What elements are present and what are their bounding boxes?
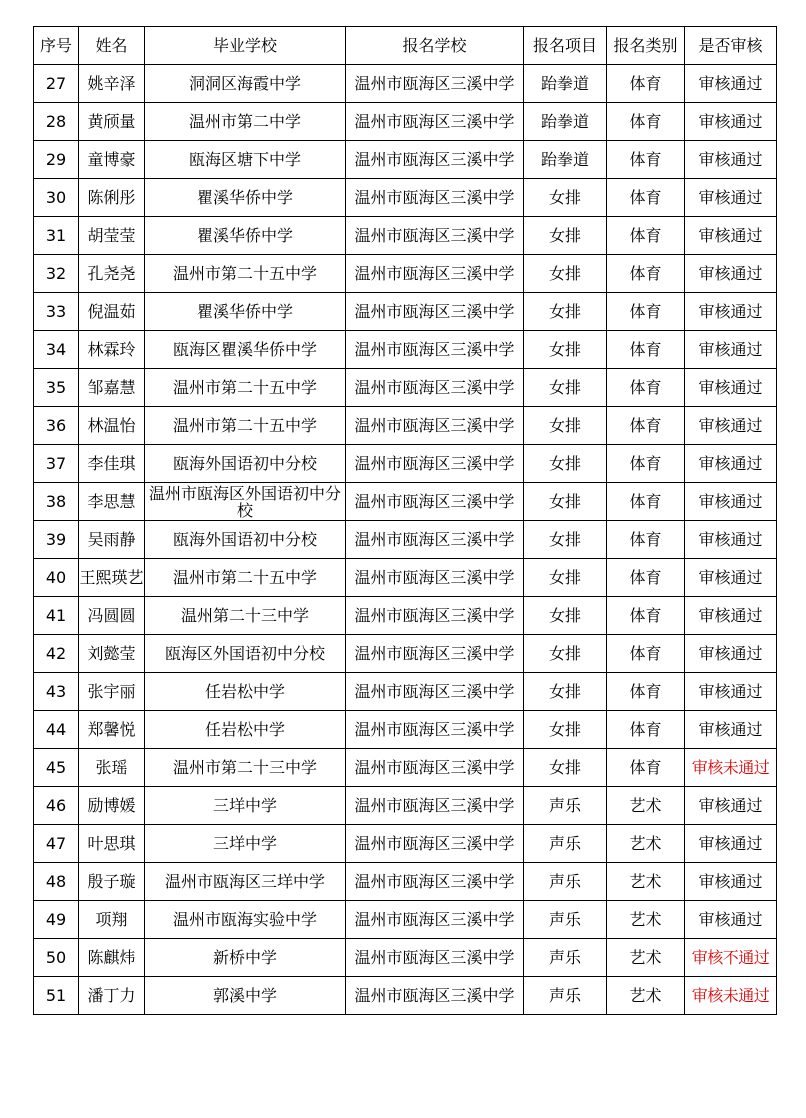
category-cell: 艺术 (607, 825, 685, 863)
serial-number-cell: 40 (34, 559, 79, 597)
table-row (34, 749, 777, 787)
graduated-school-cell: 瓯海外国语初中分校 (145, 521, 346, 559)
table-row (34, 635, 777, 673)
graduated-school-cell: 温州市第二十三中学 (145, 749, 346, 787)
applied-school-cell: 温州市瓯海区三溪中学 (346, 635, 524, 673)
serial-number-cell: 47 (34, 825, 79, 863)
project-cell: 女排 (524, 445, 607, 483)
review-status-cell: 审核通过 (685, 825, 777, 863)
applied-school-cell: 温州市瓯海区三溪中学 (346, 673, 524, 711)
category-cell: 艺术 (607, 863, 685, 901)
review-status-cell: 审核不通过 (685, 939, 777, 977)
project-cell: 女排 (524, 179, 607, 217)
graduated-school-cell: 温州市第二十五中学 (145, 559, 346, 597)
project-cell: 女排 (524, 673, 607, 711)
project-cell: 跆拳道 (524, 65, 607, 103)
project-cell: 女排 (524, 483, 607, 521)
graduated-school-cell: 瞿溪华侨中学 (145, 179, 346, 217)
name-cell: 李佳琪 (79, 445, 145, 483)
applied-school-cell: 温州市瓯海区三溪中学 (346, 977, 524, 1015)
serial-number-cell: 27 (34, 65, 79, 103)
serial-number-cell: 31 (34, 217, 79, 255)
table-row (34, 825, 777, 863)
graduated-school-cell: 温州市第二十五中学 (145, 407, 346, 445)
category-cell: 艺术 (607, 939, 685, 977)
header-review-status: 是否审核 (685, 27, 777, 65)
applied-school-cell: 温州市瓯海区三溪中学 (346, 863, 524, 901)
graduated-school-cell: 温州市第二十五中学 (145, 369, 346, 407)
category-cell: 体育 (607, 521, 685, 559)
table-row (34, 445, 777, 483)
applied-school-cell: 温州市瓯海区三溪中学 (346, 825, 524, 863)
category-cell: 体育 (607, 635, 685, 673)
graduated-school-cell: 温州市瓯海实验中学 (145, 901, 346, 939)
table-row (34, 103, 777, 141)
project-cell: 女排 (524, 521, 607, 559)
table-row (34, 597, 777, 635)
category-cell: 体育 (607, 103, 685, 141)
review-status-cell: 审核通过 (685, 65, 777, 103)
table-row (34, 483, 777, 521)
table-row (34, 977, 777, 1015)
category-cell: 体育 (607, 255, 685, 293)
applied-school-cell: 温州市瓯海区三溪中学 (346, 559, 524, 597)
graduated-school-cell: 瞿溪华侨中学 (145, 293, 346, 331)
header-serial-number: 序号 (34, 27, 79, 65)
category-cell: 体育 (607, 559, 685, 597)
graduated-school-cell: 任岩松中学 (145, 711, 346, 749)
applied-school-cell: 温州市瓯海区三溪中学 (346, 483, 524, 521)
header-applied-school: 报名学校 (346, 27, 524, 65)
name-cell: 刘懿莹 (79, 635, 145, 673)
table-row (34, 65, 777, 103)
review-status-cell: 审核未通过 (685, 749, 777, 787)
table-row (34, 863, 777, 901)
name-cell: 陈俐彤 (79, 179, 145, 217)
project-cell: 女排 (524, 711, 607, 749)
applied-school-cell: 温州市瓯海区三溪中学 (346, 939, 524, 977)
table-row (34, 559, 777, 597)
name-cell: 张瑶 (79, 749, 145, 787)
review-status-cell: 审核通过 (685, 255, 777, 293)
name-cell: 叶思琪 (79, 825, 145, 863)
name-cell: 励博媛 (79, 787, 145, 825)
serial-number-cell: 43 (34, 673, 79, 711)
serial-number-cell: 49 (34, 901, 79, 939)
table-row (34, 673, 777, 711)
table-row (34, 939, 777, 977)
name-cell: 李思慧 (79, 483, 145, 521)
serial-number-cell: 35 (34, 369, 79, 407)
project-cell: 女排 (524, 597, 607, 635)
review-status-cell: 审核通过 (685, 635, 777, 673)
serial-number-cell: 34 (34, 331, 79, 369)
review-status-cell: 审核通过 (685, 521, 777, 559)
review-status-cell: 审核通过 (685, 293, 777, 331)
graduated-school-cell: 温州第二十三中学 (145, 597, 346, 635)
applied-school-cell: 温州市瓯海区三溪中学 (346, 103, 524, 141)
category-cell: 体育 (607, 65, 685, 103)
category-cell: 艺术 (607, 901, 685, 939)
project-cell: 女排 (524, 369, 607, 407)
project-cell: 女排 (524, 407, 607, 445)
category-cell: 艺术 (607, 977, 685, 1015)
serial-number-cell: 39 (34, 521, 79, 559)
serial-number-cell: 30 (34, 179, 79, 217)
serial-number-cell: 50 (34, 939, 79, 977)
table-body (34, 65, 777, 1015)
applied-school-cell: 温州市瓯海区三溪中学 (346, 179, 524, 217)
review-status-cell: 审核通过 (685, 483, 777, 521)
project-cell: 声乐 (524, 787, 607, 825)
review-status-cell: 审核通过 (685, 407, 777, 445)
applied-school-cell: 温州市瓯海区三溪中学 (346, 369, 524, 407)
project-cell: 声乐 (524, 901, 607, 939)
applied-school-cell: 温州市瓯海区三溪中学 (346, 331, 524, 369)
review-status-cell: 审核通过 (685, 445, 777, 483)
name-cell: 童博豪 (79, 141, 145, 179)
category-cell: 体育 (607, 141, 685, 179)
category-cell: 体育 (607, 217, 685, 255)
applied-school-cell: 温州市瓯海区三溪中学 (346, 597, 524, 635)
graduated-school-cell: 新桥中学 (145, 939, 346, 977)
graduated-school-cell: 瓯海区塘下中学 (145, 141, 346, 179)
serial-number-cell: 48 (34, 863, 79, 901)
graduated-school-cell: 温州市第二十五中学 (145, 255, 346, 293)
graduated-school-cell: 温州市瓯海区外国语初中分校 (145, 483, 346, 521)
review-status-cell: 审核通过 (685, 179, 777, 217)
name-cell: 林霖玲 (79, 331, 145, 369)
name-cell: 吴雨静 (79, 521, 145, 559)
name-cell: 冯圆圆 (79, 597, 145, 635)
graduated-school-cell: 瓯海区瞿溪华侨中学 (145, 331, 346, 369)
graduated-school-cell: 任岩松中学 (145, 673, 346, 711)
name-cell: 林温怡 (79, 407, 145, 445)
header-graduated-school: 毕业学校 (145, 27, 346, 65)
review-status-cell: 审核通过 (685, 141, 777, 179)
graduated-school-cell: 温州市第二中学 (145, 103, 346, 141)
name-cell: 黄颀量 (79, 103, 145, 141)
review-status-cell: 审核通过 (685, 217, 777, 255)
applied-school-cell: 温州市瓯海区三溪中学 (346, 407, 524, 445)
header-applied-project: 报名项目 (524, 27, 607, 65)
graduated-school-cell: 三垟中学 (145, 787, 346, 825)
category-cell: 体育 (607, 673, 685, 711)
serial-number-cell: 51 (34, 977, 79, 1015)
table-row (34, 179, 777, 217)
applied-school-cell: 温州市瓯海区三溪中学 (346, 65, 524, 103)
project-cell: 女排 (524, 635, 607, 673)
project-cell: 声乐 (524, 939, 607, 977)
name-cell: 邹嘉慧 (79, 369, 145, 407)
name-cell: 项翔 (79, 901, 145, 939)
registration-table (33, 26, 777, 1015)
serial-number-cell: 37 (34, 445, 79, 483)
serial-number-cell: 29 (34, 141, 79, 179)
table-row (34, 293, 777, 331)
project-cell: 声乐 (524, 863, 607, 901)
category-cell: 体育 (607, 483, 685, 521)
category-cell: 艺术 (607, 787, 685, 825)
table-row (34, 369, 777, 407)
project-cell: 女排 (524, 331, 607, 369)
applied-school-cell: 温州市瓯海区三溪中学 (346, 749, 524, 787)
category-cell: 体育 (607, 369, 685, 407)
table-row (34, 331, 777, 369)
name-cell: 姚辛泽 (79, 65, 145, 103)
category-cell: 体育 (607, 331, 685, 369)
table-row (34, 255, 777, 293)
project-cell: 跆拳道 (524, 141, 607, 179)
name-cell: 潘丁力 (79, 977, 145, 1015)
category-cell: 体育 (607, 407, 685, 445)
project-cell: 跆拳道 (524, 103, 607, 141)
review-status-cell: 审核通过 (685, 673, 777, 711)
name-cell: 胡莹莹 (79, 217, 145, 255)
project-cell: 女排 (524, 749, 607, 787)
serial-number-cell: 45 (34, 749, 79, 787)
table-row (34, 711, 777, 749)
graduated-school-cell: 瞿溪华侨中学 (145, 217, 346, 255)
project-cell: 女排 (524, 217, 607, 255)
serial-number-cell: 38 (34, 483, 79, 521)
serial-number-cell: 32 (34, 255, 79, 293)
name-cell: 殷子璇 (79, 863, 145, 901)
name-cell: 倪温茹 (79, 293, 145, 331)
header-name: 姓名 (79, 27, 145, 65)
table-row (34, 407, 777, 445)
serial-number-cell: 44 (34, 711, 79, 749)
review-status-cell: 审核通过 (685, 559, 777, 597)
serial-number-cell: 36 (34, 407, 79, 445)
project-cell: 女排 (524, 255, 607, 293)
table-row (34, 901, 777, 939)
serial-number-cell: 28 (34, 103, 79, 141)
applied-school-cell: 温州市瓯海区三溪中学 (346, 901, 524, 939)
table-row (34, 521, 777, 559)
applied-school-cell: 温州市瓯海区三溪中学 (346, 255, 524, 293)
graduated-school-cell: 郭溪中学 (145, 977, 346, 1015)
applied-school-cell: 温州市瓯海区三溪中学 (346, 521, 524, 559)
serial-number-cell: 33 (34, 293, 79, 331)
name-cell: 王熙瑛艺 (79, 559, 145, 597)
table-row (34, 217, 777, 255)
graduated-school-cell: 三垟中学 (145, 825, 346, 863)
table-row (34, 787, 777, 825)
name-cell: 郑馨悦 (79, 711, 145, 749)
review-status-cell: 审核未通过 (685, 977, 777, 1015)
project-cell: 声乐 (524, 977, 607, 1015)
applied-school-cell: 温州市瓯海区三溪中学 (346, 293, 524, 331)
category-cell: 体育 (607, 179, 685, 217)
applied-school-cell: 温州市瓯海区三溪中学 (346, 711, 524, 749)
serial-number-cell: 42 (34, 635, 79, 673)
category-cell: 体育 (607, 293, 685, 331)
review-status-cell: 审核通过 (685, 369, 777, 407)
name-cell: 陈麒炜 (79, 939, 145, 977)
graduated-school-cell: 瓯海外国语初中分校 (145, 445, 346, 483)
header-row (34, 27, 777, 65)
table-row (34, 141, 777, 179)
graduated-school-cell: 洞洞区海霞中学 (145, 65, 346, 103)
category-cell: 体育 (607, 749, 685, 787)
category-cell: 体育 (607, 711, 685, 749)
graduated-school-cell: 瓯海区外国语初中分校 (145, 635, 346, 673)
project-cell: 声乐 (524, 825, 607, 863)
applied-school-cell: 温州市瓯海区三溪中学 (346, 445, 524, 483)
review-status-cell: 审核通过 (685, 103, 777, 141)
review-status-cell: 审核通过 (685, 331, 777, 369)
name-cell: 张宇丽 (79, 673, 145, 711)
category-cell: 体育 (607, 445, 685, 483)
project-cell: 女排 (524, 293, 607, 331)
applied-school-cell: 温州市瓯海区三溪中学 (346, 141, 524, 179)
project-cell: 女排 (524, 559, 607, 597)
graduated-school-cell: 温州市瓯海区三垟中学 (145, 863, 346, 901)
review-status-cell: 审核通过 (685, 597, 777, 635)
category-cell: 体育 (607, 597, 685, 635)
review-status-cell: 审核通过 (685, 901, 777, 939)
review-status-cell: 审核通过 (685, 863, 777, 901)
header-applied-category: 报名类别 (607, 27, 685, 65)
review-status-cell: 审核通过 (685, 711, 777, 749)
serial-number-cell: 46 (34, 787, 79, 825)
serial-number-cell: 41 (34, 597, 79, 635)
name-cell: 孔尧尧 (79, 255, 145, 293)
review-status-cell: 审核通过 (685, 787, 777, 825)
applied-school-cell: 温州市瓯海区三溪中学 (346, 217, 524, 255)
applied-school-cell: 温州市瓯海区三溪中学 (346, 787, 524, 825)
